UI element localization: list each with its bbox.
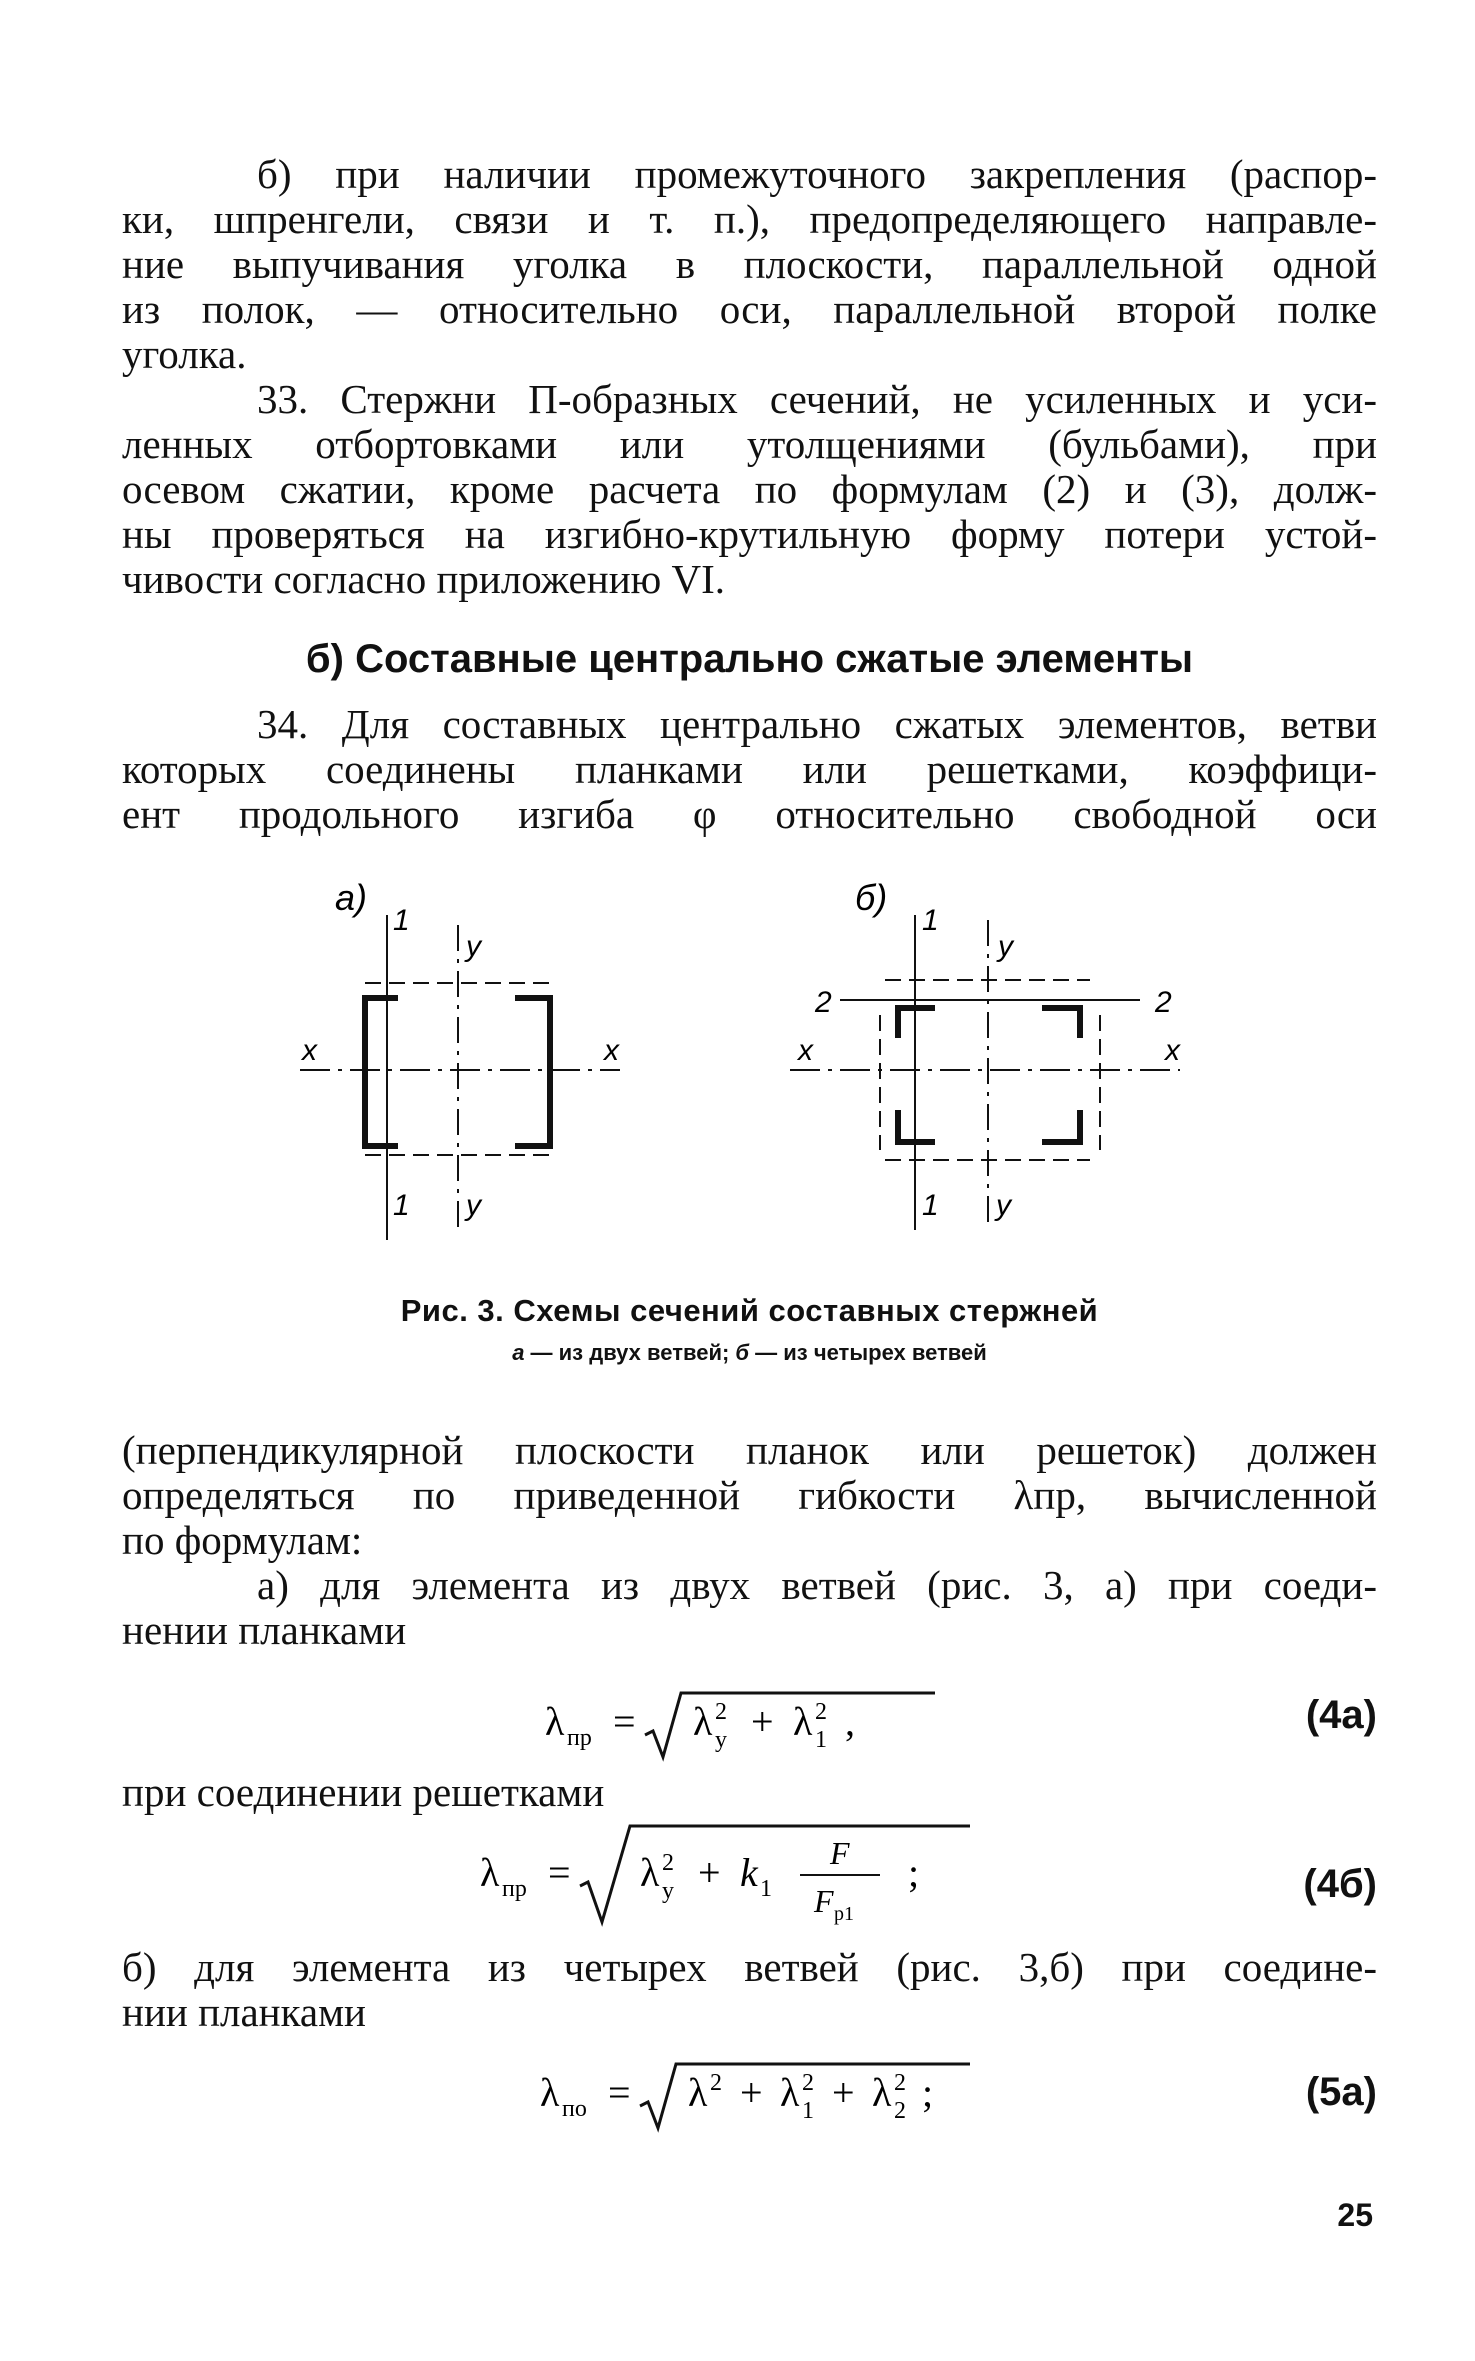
svg-text:2: 2 [710,2070,722,2096]
label-x-right: x [604,1034,619,1067]
paragraph-6 [122,1770,1377,1815]
label-y-bottom: y [466,1189,481,1222]
svg-text:2: 2 [815,1699,827,1725]
line: нии планками [122,1989,366,2035]
equation-number-5a: (5а) [1305,2070,1377,2114]
line: определяться по приведенной гибкости λпр, вычисленной [122,1472,1377,1518]
label-y-top: y [998,930,1013,963]
paragraph-7 [122,1945,1377,2035]
line: чивости согласно приложению VI. [122,556,726,602]
line: при соединении решетками [122,1769,605,1815]
svg-text:λ: λ [872,2070,892,2115]
svg-text:λ: λ [693,1699,713,1744]
line: б) при наличии промежуточного закрепления (распор- [257,151,1377,197]
svg-text:+: + [832,2070,855,2115]
label-1-bottom: 1 [922,1189,939,1222]
figure-subcaption [122,1340,1377,1366]
label-y-bottom: y [996,1189,1011,1222]
svg-text:1: 1 [802,2098,814,2124]
formula-4a [545,1683,945,1763]
formula-lhs-sub: по [562,2096,587,2122]
figure-caption: Рис. 3. Схемы сечений составных стержней [400,1293,1099,1328]
label-a: а) [335,877,368,918]
equation-number-4a: (4а) [1305,1693,1377,1737]
sqrt-sign [645,1693,935,1757]
label-1-top: 1 [393,904,410,937]
line: которых соединены планками или решетками, коэффици- [122,746,1377,792]
label-b: б) [855,877,888,918]
paragraph-5 [122,1563,1377,1653]
channel-right [515,998,550,1146]
label-2-right: 2 [1155,986,1172,1019]
line: ленных отбортовками или утолщениями (бульбами), при [122,421,1377,467]
paragraph-4 [122,1428,1377,1563]
subcaption-b-text: — из четырех ветвей [749,1340,987,1365]
formula-lhs: λ [480,1850,500,1895]
line: из полок, — относительно оси, параллельной второй полке [122,286,1377,332]
paragraph-2 [122,377,1377,602]
svg-text:=: = [613,1699,636,1744]
line: (перпендикулярной плоскости планок или решеток) должен [122,1427,1377,1473]
line: ки, шпренгели, связи и т. п.), предопределяющего направле- [122,196,1377,242]
label-x-left: x [302,1034,317,1067]
svg-text:y: y [662,1878,674,1904]
svg-text:=: = [548,1850,571,1895]
svg-text:,: , [845,1699,855,1744]
svg-text:λ: λ [793,1699,813,1744]
frac-den-sub: p1 [834,1903,854,1925]
svg-text:2: 2 [894,2070,906,2096]
channel-left [365,998,398,1146]
figure-3a [290,870,650,1250]
svg-text:λ: λ [640,1850,660,1895]
svg-text:+: + [740,2070,763,2115]
frac-den: F [814,1883,834,1919]
formula-5a [540,2054,1020,2134]
frac-num: F [830,1835,850,1871]
label-2-left: 2 [815,986,832,1019]
paragraph-3 [122,702,1377,837]
subcaption-b: б [735,1340,750,1365]
svg-text:+: + [751,1699,774,1744]
line: а) для элемента из двух ветвей (рис. 3, а) при соеди- [257,1562,1377,1608]
angle-bottom-right [1042,1110,1080,1142]
line: ент продольного изгиба φ относительно свободной оси [122,791,1377,837]
svg-text:y: y [715,1727,727,1753]
subcaption-a: а [512,1340,525,1365]
line: 33. Стержни П-образных сечений, не усиленных и уси- [257,376,1377,422]
figure-3b [780,870,1200,1250]
svg-text:1: 1 [760,1876,772,1902]
formula-lhs: λ [540,2070,560,2115]
paragraph-1 [122,152,1377,377]
equation-number-4b: (4б) [1303,1862,1377,1906]
angle-top-right [1042,1008,1080,1038]
label-1-top: 1 [922,904,939,937]
angle-bottom-left [898,1110,935,1142]
svg-text:+: + [698,1850,721,1895]
svg-text:2: 2 [662,1850,674,1876]
svg-text:1: 1 [815,1727,827,1753]
line: ны проверяться на изгибно-крутильную форму потери устой- [122,511,1377,557]
svg-text:;: ; [908,1850,920,1895]
formula-lhs-sub: пр [502,1876,527,1902]
page-number: 25 [1337,2197,1373,2233]
line: уголка. [122,331,247,377]
line: 34. Для составных центрально сжатых элементов, ветви [257,701,1377,747]
label-y-top: y [466,930,481,963]
section-title: б) Составные центрально сжатые элементы [305,637,1194,681]
line: по формулам: [122,1517,363,1563]
svg-text:2: 2 [894,2098,906,2124]
svg-text:k: k [740,1850,758,1895]
subcaption-a-text: — из двух ветвей; [524,1340,736,1365]
angle-top-left [898,1008,935,1038]
svg-text:λ: λ [780,2070,800,2115]
formula-lhs-sub: пр [567,1725,592,1751]
formula-4b [480,1818,1020,1928]
line: нении планками [122,1607,407,1653]
label-x-right: x [1165,1034,1180,1067]
svg-text:λ: λ [688,2070,708,2115]
line: ние выпучивания уголка в плоскости, параллельной одной [122,241,1377,287]
label-x-left: x [798,1034,813,1067]
line: осевом сжатии, кроме расчета по формулам (2) и (3), долж- [122,466,1377,512]
line: б) для элемента из четырех ветвей (рис. 3,б) при соедине- [122,1944,1377,1990]
svg-text:;: ; [922,2070,934,2115]
svg-text:2: 2 [715,1699,727,1725]
formula-lhs: λ [545,1699,565,1744]
label-1-bottom: 1 [393,1189,410,1222]
svg-text:2: 2 [802,2070,814,2096]
svg-text:=: = [608,2070,631,2115]
